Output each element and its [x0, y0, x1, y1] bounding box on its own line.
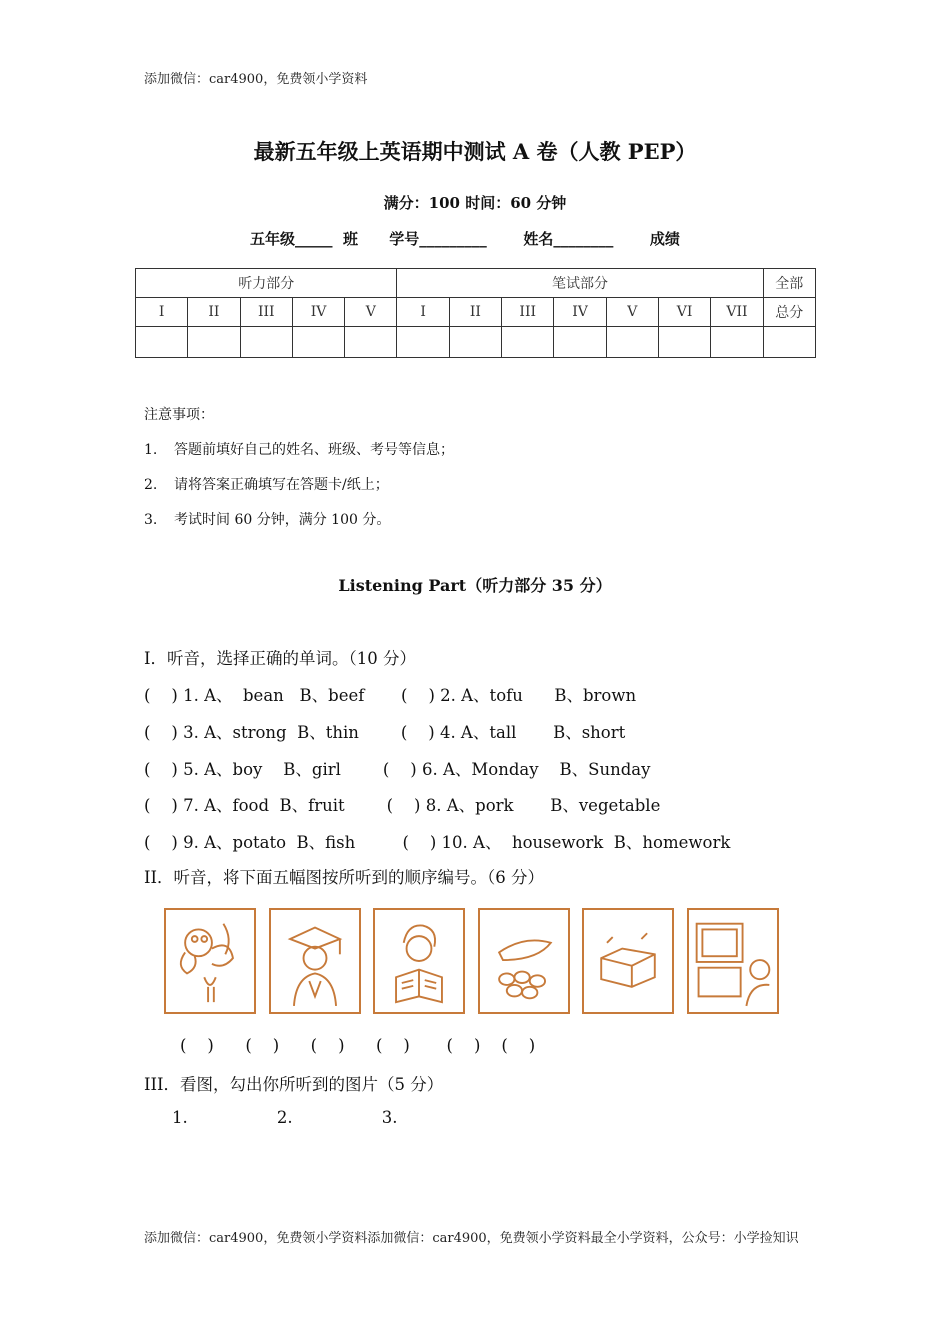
score-cell[interactable] [606, 327, 658, 358]
question-row: ( ) 1. A、 bean B、beef ( ) 2. A、tofu B、brown [144, 686, 637, 705]
question-row: ( ) 3. A、strong B、thin ( ) 4. A、tall B、short [144, 723, 626, 742]
section-title: Listening Part（听力部分 35 分） [338, 576, 612, 595]
score-cell[interactable] [711, 327, 763, 358]
score-cell[interactable] [449, 327, 501, 358]
total-header-bottom: 总分 [763, 298, 815, 327]
score-cell[interactable] [397, 327, 449, 358]
score-col: I [397, 298, 449, 327]
score-cell[interactable] [763, 327, 815, 358]
score-cell[interactable] [240, 327, 292, 358]
header-note: 添加微信：car4900，免费领小学资料 [144, 72, 368, 87]
score-col: I [136, 298, 188, 327]
written-header: 笔试部分 [397, 269, 763, 298]
score-cell[interactable] [345, 327, 397, 358]
note-item: 1. 答题前填好自己的姓名、班级、考号等信息； [144, 442, 454, 458]
part1-heading: I．听音，选择正确的单词。（10 分） [144, 649, 417, 668]
page-title: 最新五年级上英语期中测试 A 卷（人教 PEP） [253, 139, 697, 164]
part2-heading: II．听音，将下面五幅图按所听到的顺序编号。（6 分） [144, 868, 545, 887]
bird-eating-icon [164, 908, 256, 1014]
notes-heading: 注意事项： [144, 407, 214, 423]
question-row: ( ) 5. A、boy B、girl ( ) 6. A、Monday B、Sunday [144, 760, 651, 779]
score-cell[interactable] [502, 327, 554, 358]
tofu-icon [582, 908, 674, 1014]
score-col: II [188, 298, 240, 327]
score-col: III [240, 298, 292, 327]
student-info-line: 五年级_____ 班 学号_________ 姓名________ 成绩 [250, 230, 680, 248]
score-cell[interactable] [188, 327, 240, 358]
score-cell[interactable] [292, 327, 344, 358]
score-cell[interactable] [554, 327, 606, 358]
score-col: V [606, 298, 658, 327]
beans-icon [478, 908, 570, 1014]
question-row: ( ) 9. A、potato B、fish ( ) 10. A、 housework B、homework [144, 833, 731, 852]
graduate-icon [269, 908, 361, 1014]
score-col: IV [292, 298, 344, 327]
score-col: III [502, 298, 554, 327]
reading-boy-icon [373, 908, 465, 1014]
part3-heading: III．看图，勾出你所听到的图片（5 分） [144, 1075, 444, 1094]
tv-icon [687, 908, 779, 1014]
notes [144, 398, 454, 538]
note-item: 2. 请将答案正确填写在答题卡/纸上； [144, 477, 389, 493]
picture-answer-blanks[interactable]: ( ) ( ) ( ) ( ) ( ) ( ) [180, 1036, 536, 1055]
question-row: ( ) 7. A、food B、fruit ( ) 8. A、pork B、vegetable [144, 796, 661, 815]
score-col: II [449, 298, 501, 327]
picture-strip [160, 904, 790, 1024]
score-col: VII [711, 298, 763, 327]
score-col: V [345, 298, 397, 327]
exam-subtitle: 满分：100 时间：60 分钟 [383, 194, 567, 212]
score-col: VI [658, 298, 710, 327]
part3-numbers: 1. 2. 3. [172, 1108, 398, 1127]
score-cell[interactable] [658, 327, 710, 358]
footer-note: 添加微信：car4900，免费领小学资料添加微信：car4900，免费领小学资料最全小学资料，公众号：小学捡知识 [144, 1231, 799, 1246]
score-table [135, 268, 816, 358]
listening-header: 听力部分 [136, 269, 397, 298]
score-col: IV [554, 298, 606, 327]
total-header-top: 全部 [763, 269, 815, 298]
score-cell[interactable] [136, 327, 188, 358]
note-item: 3. 考试时间 60 分钟，满分 100 分。 [144, 512, 391, 528]
